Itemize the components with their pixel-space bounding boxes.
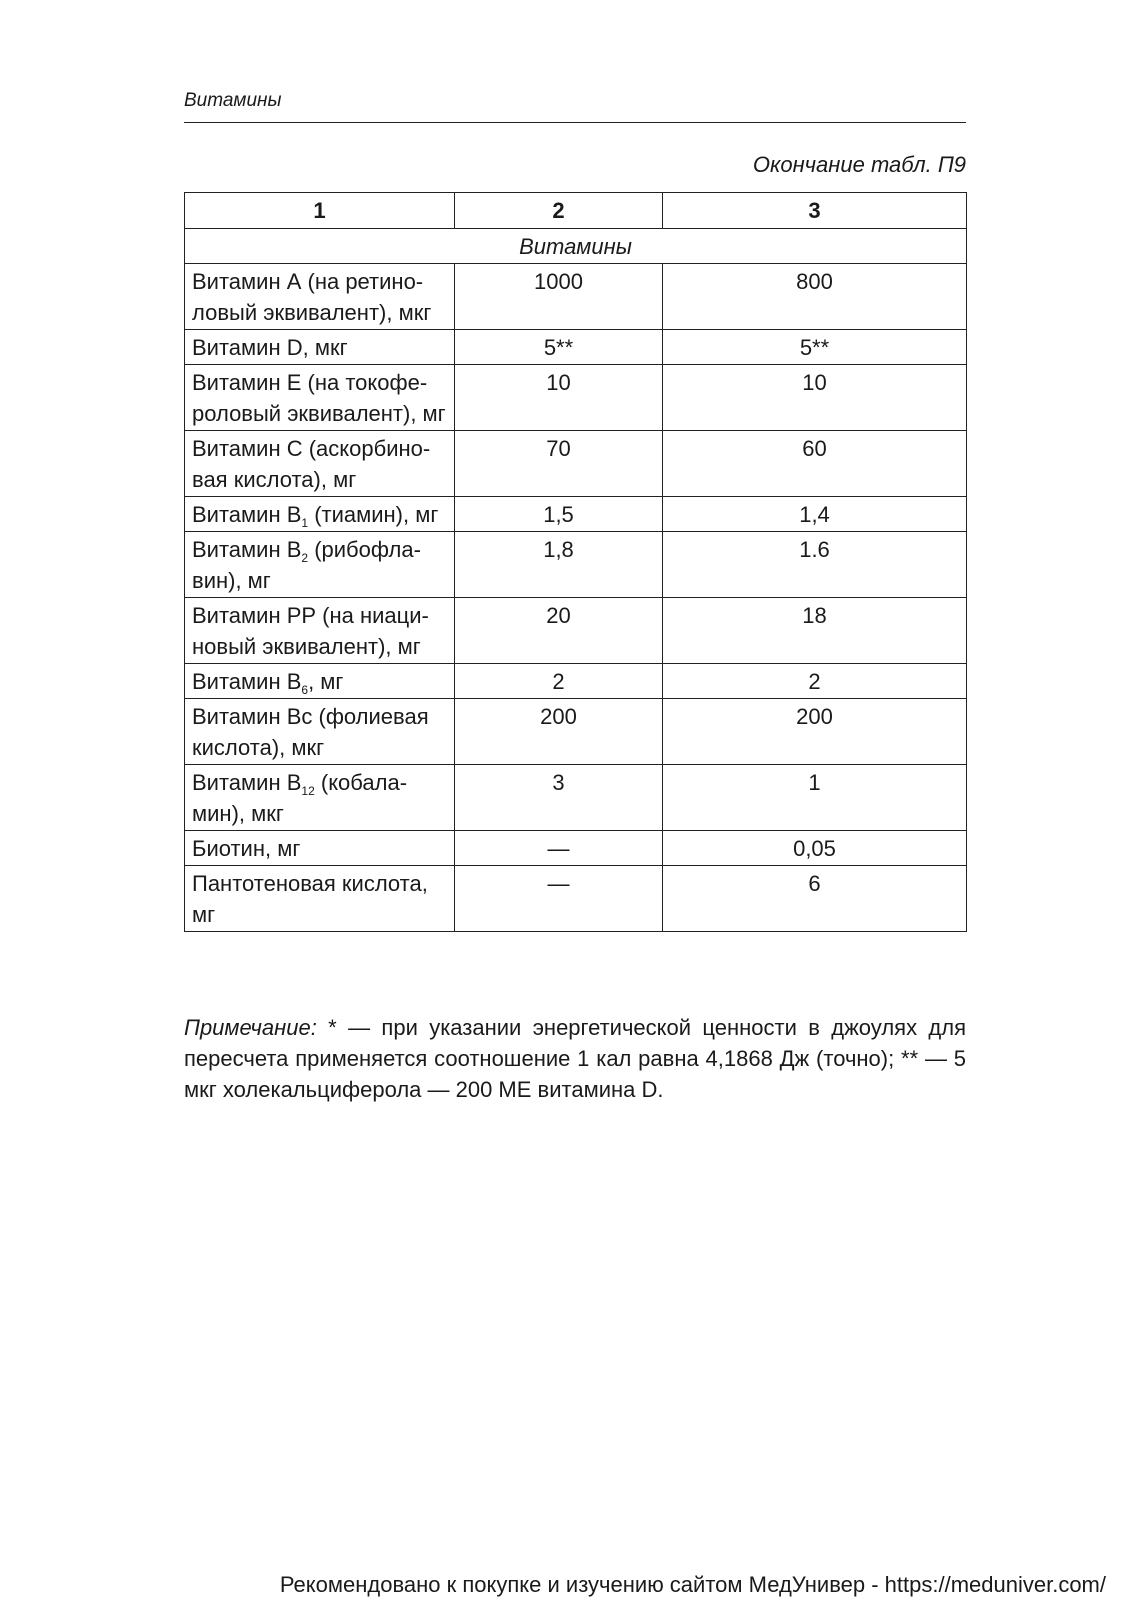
table-row	[185, 831, 967, 866]
table-row	[185, 532, 967, 598]
vitamin-subscript: 6	[301, 683, 309, 697]
vitamin-name-continued: (тиамин), мг	[308, 502, 439, 527]
header-rule	[184, 122, 966, 123]
table-row	[185, 264, 967, 330]
section-row	[185, 229, 967, 264]
table-row	[185, 330, 967, 365]
column-header-3: 3	[663, 193, 967, 229]
vitamin-name-continued: (кобала-мин), мкг	[192, 770, 408, 826]
value-column-2: —	[455, 831, 663, 866]
vitamin-name: Витамин Е (на токофе-	[192, 370, 428, 395]
value-column-2: 1,5	[455, 497, 663, 532]
column-header-1: 1	[185, 193, 455, 229]
table-row	[185, 431, 967, 497]
vitamin-name: Витамин Вс (фолиевая	[192, 704, 429, 729]
value-column-2: 1,8	[455, 532, 663, 598]
value-column-2: 20	[455, 598, 663, 664]
note-text: * — при указании энергетической ценности в джоулях для пересчета применяется соотношение 1 кал равна 4,1868 Дж (точно); ** — 5 мкг холекальциферола — 200 МЕ витамина D.	[184, 1015, 966, 1102]
vitamin-name-cell	[185, 532, 455, 598]
vitamin-name-continued: , мг	[308, 669, 344, 694]
vitamin-subscript: 12	[301, 784, 315, 798]
vitamin-name: Витамин В	[192, 537, 302, 562]
vitamin-name: Витамин А (на ретино-	[192, 269, 424, 294]
table-row	[185, 765, 967, 831]
vitamin-name-continued: кислота), мкг	[192, 735, 325, 760]
value-column-3: 0,05	[663, 831, 967, 866]
value-column-3: 1,4	[663, 497, 967, 532]
section-label: Витамины	[185, 229, 967, 264]
vitamin-name-cell	[185, 866, 455, 932]
table-row	[185, 664, 967, 699]
value-column-2: 5**	[455, 330, 663, 365]
note-label: Примечание:	[184, 1015, 317, 1040]
value-column-2: 1000	[455, 264, 663, 330]
vitamin-name: Витамин В	[192, 770, 302, 795]
vitamin-name: Витамин В	[192, 669, 302, 694]
value-column-2: 200	[455, 699, 663, 765]
vitamin-name-continued: (рибофла-вин), мг	[192, 537, 421, 593]
vitamin-name-cell	[185, 330, 455, 365]
vitamin-name-continued: роловый эквивалент), мг	[192, 401, 446, 426]
vitamin-name-continued: вая кислота), мг	[192, 467, 357, 492]
value-column-2: 10	[455, 365, 663, 431]
footer-recommendation: Рекомендовано к покупке и изучению сайтом МедУнивер - https://meduniver.com/	[279, 1572, 1106, 1597]
table-row	[185, 699, 967, 765]
value-column-2: —	[455, 866, 663, 932]
vitamin-name: Витамин РР (на ниаци-	[192, 603, 429, 628]
vitamin-name: Витамин D, мкг	[192, 335, 348, 360]
value-column-3: 6	[663, 866, 967, 932]
table-row	[185, 598, 967, 664]
column-header-2: 2	[455, 193, 663, 229]
table-row	[185, 365, 967, 431]
vitamin-name-cell	[185, 365, 455, 431]
table-row	[185, 866, 967, 932]
vitamin-subscript: 1	[301, 516, 309, 530]
value-column-3: 10	[663, 365, 967, 431]
table-note	[184, 1012, 966, 1105]
vitamin-name-continued: мг	[192, 902, 216, 927]
vitamin-subscript: 2	[301, 551, 309, 565]
vitamin-name-cell	[185, 664, 455, 699]
value-column-2: 70	[455, 431, 663, 497]
value-column-3: 18	[663, 598, 967, 664]
table-row	[185, 497, 967, 532]
vitamin-name: Биотин, мг	[192, 836, 301, 861]
vitamin-name-cell	[185, 264, 455, 330]
value-column-3: 60	[663, 431, 967, 497]
vitamin-name-cell	[185, 497, 455, 532]
value-column-2: 3	[455, 765, 663, 831]
value-column-3: 5**	[663, 330, 967, 365]
vitamin-name-cell	[185, 598, 455, 664]
vitamin-name-cell	[185, 699, 455, 765]
value-column-2: 2	[455, 664, 663, 699]
vitamin-name: Витамин В	[192, 502, 302, 527]
vitamin-name-continued: ловый эквивалент), мкг	[192, 300, 432, 325]
vitamin-table	[184, 192, 967, 932]
vitamin-name: Пантотеновая кислота,	[192, 871, 428, 896]
vitamin-name: Витамин С (аскорбино-	[192, 436, 431, 461]
vitamin-name-continued: новый эквивалент), мг	[192, 634, 421, 659]
vitamin-name-cell	[185, 765, 455, 831]
value-column-3: 200	[663, 699, 967, 765]
value-column-3: 800	[663, 264, 967, 330]
value-column-3: 1	[663, 765, 967, 831]
running-title: Витамины	[184, 90, 282, 111]
value-column-3: 2	[663, 664, 967, 699]
table-header-row	[185, 193, 967, 229]
vitamin-name-cell	[185, 831, 455, 866]
value-column-3: 1.6	[663, 532, 967, 598]
table-caption: Окончание табл. П9	[752, 152, 966, 177]
vitamin-name-cell	[185, 431, 455, 497]
